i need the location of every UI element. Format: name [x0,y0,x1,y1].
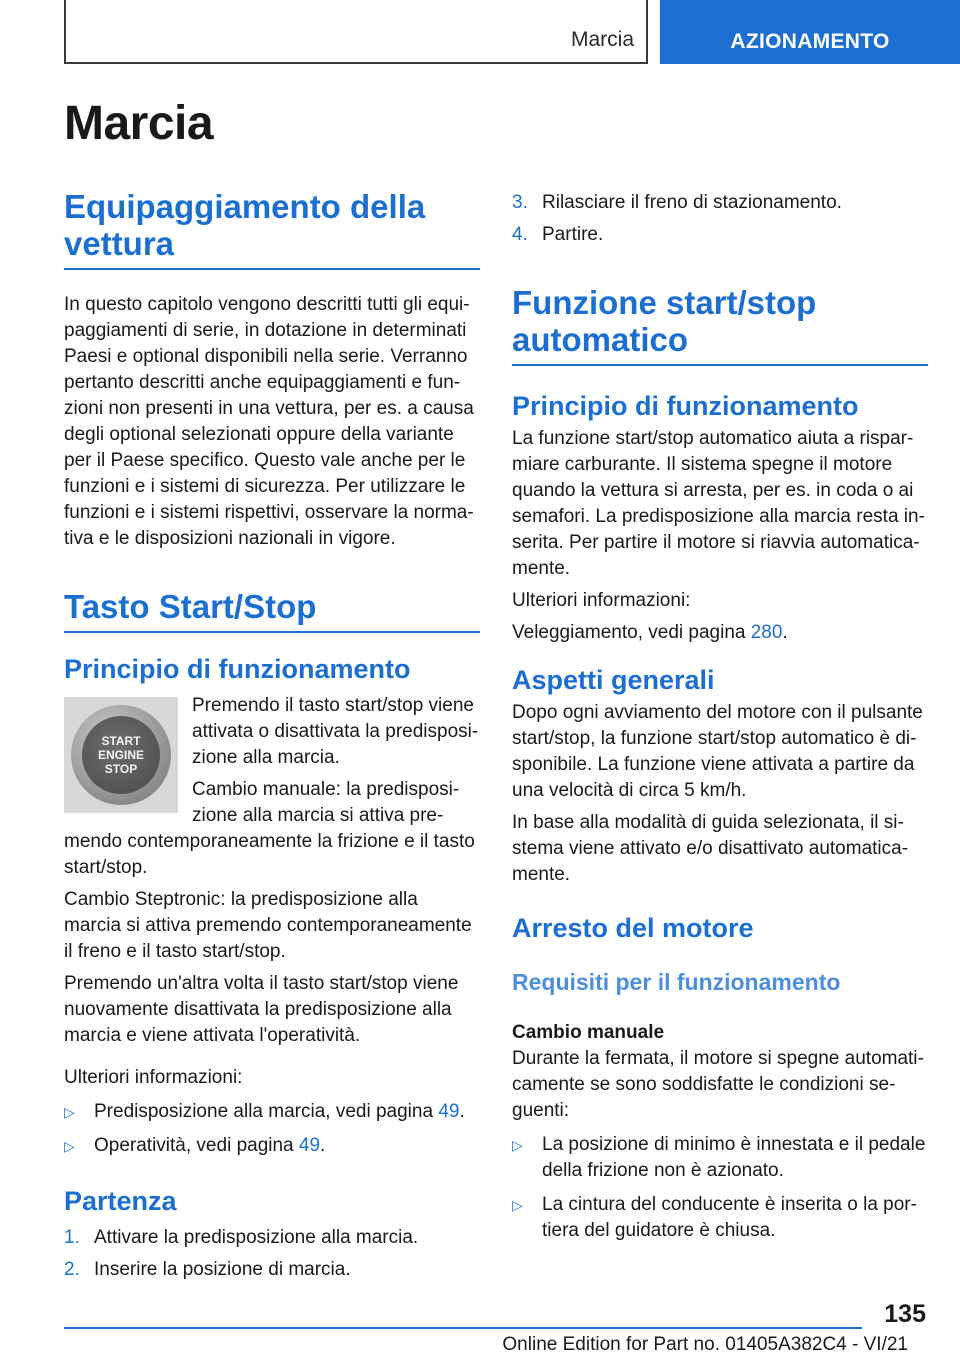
list-item: 1. Attivare la predisposizione alla marcia. [64,1227,419,1248]
list-item: ▷ La posizione di minimo è innestata e il pedale della frizione non è azionato. [512,1134,926,1181]
header-section-label: Marcia [570,28,634,51]
reference-list [64,1099,480,1159]
list-item: ▷ Predisposizione alla marcia, vedi pagina 49. [64,1099,480,1125]
principle-heading-right: Principio di funzionamento [512,391,859,421]
header-chapter-label: AZIONAMENTO [730,30,890,53]
start-heading: Partenza [64,1186,177,1216]
bullet-triangle-icon: ▷ [64,1138,75,1154]
start-steps-list [64,1225,480,1283]
start-stop-paragraph-4: Premendo un'altra volta il tasto start/stop viene nuovamente disattivata la predisposizione alla marcia e viene attivata l'operatività. [64,973,459,1046]
equipment-text: In questo capitolo vengono descritti tutti gli equipaggiamenti di serie, in dotazione in determinati Paesi e optional disponibili nella serie. Verranno pertanto descritti anche equipaggiamenti e funzioni non presenti in una vettura, per es. a causa degli optional selezionati oppure della variante per il Paese specifico. Questo vale anche per le funzioni e i sistemi di sicurezza. Per utilizzare le funzioni e i sistemi rispettivi, osservare la normativa e le disposizioni nazionali in vigore. [64,294,474,549]
list-item: ▷ Operatività, vedi pagina 49. [64,1133,480,1159]
start-stop-paragraph-1: Premendo il tasto start/stop viene attivata o disattivata la predisposizione alla marcia. [192,695,479,768]
start-engine-stop-icon: START ENGINE STOP [71,705,171,805]
right-column [512,190,928,1244]
left-column [64,188,480,1283]
start-stop-button-image [64,697,178,813]
manual-gearbox-text: Durante la fermata, il motore si spegne automaticamente se sono soddisfatte le condizioni seguenti: [512,1048,924,1121]
start-stop-paragraph-2: Cambio manuale: la predisposizione alla marcia si attiva premendo contemporaneamente la frizione e il tasto start/stop. [64,779,475,878]
bullet-triangle-icon: ▷ [512,1197,523,1213]
start-stop-button-heading: Tasto Start/Stop [64,588,480,633]
auto-start-stop-heading: Funzione start/stop automatico [512,284,928,366]
requirements-heading: Requisiti per il funzionamento [512,969,841,995]
footer-divider [64,1327,862,1329]
principle-heading-left: Principio di funzionamento [64,654,411,684]
header-chapter-tab[interactable] [660,0,960,64]
page-link[interactable]: 280 [750,622,783,643]
conditions-list [512,1132,928,1244]
list-item: ▷ La cintura del conducente è inserita o la portiera del guidatore è chiusa. [512,1194,917,1241]
bullet-triangle-icon: ▷ [512,1137,523,1153]
start-steps-list-continued [512,190,928,248]
header-frame [64,0,648,64]
page-title: Marcia [64,97,214,150]
manual-gearbox-heading: Cambio manuale [512,1022,665,1043]
start-stop-paragraph-3: Cambio Steptronic: la predisposizione alla marcia si attiva premendo contemporaneamente il freno e il tasto start/stop. [64,889,472,962]
bullet-triangle-icon: ▷ [64,1104,75,1120]
sailing-reference: Veleggiamento, vedi pagina 280. [512,622,788,643]
equipment-heading: Equipaggiamento della vettura [64,188,480,270]
list-item: 2. Inserire la posizione di marcia. [64,1259,351,1280]
general-heading: Aspetti generali [512,665,715,695]
general-paragraph-1: Dopo ogni avviamento del motore con il pulsante start/stop, la funzione start/stop automatico è disponibile. La funzione viene attivata a partire da una velocità di circa 5 km/h. [512,702,923,801]
list-item: 3. Rilasciare il freno di stazionamento. [512,192,842,213]
page-number: 135 [884,1300,926,1328]
page-link[interactable]: 49 [438,1101,460,1122]
more-info-label-left: Ulteriori informazioni: [64,1067,243,1088]
principle-text: La funzione start/stop automatico aiuta a risparmiare carburante. Il sistema spegne il motore quando la vettura si arresta, per es. in coda o ai semafori. La predisposizione alla marcia resta inserita. Per partire il motore si riavvia automaticamente. [512,428,925,579]
engine-stop-heading: Arresto del motore [512,913,754,943]
edition-footer: Online Edition for Part no. 01405A382C4 - VI/21 [502,1334,908,1355]
list-item: 4. Partire. [512,224,604,245]
more-info-label-right: Ulteriori informazioni: [512,590,691,611]
page-link[interactable]: 49 [298,1135,321,1156]
general-paragraph-2: In base alla modalità di guida selezionata, il sistema viene attivato e/o disattivato automaticamente. [512,812,909,885]
